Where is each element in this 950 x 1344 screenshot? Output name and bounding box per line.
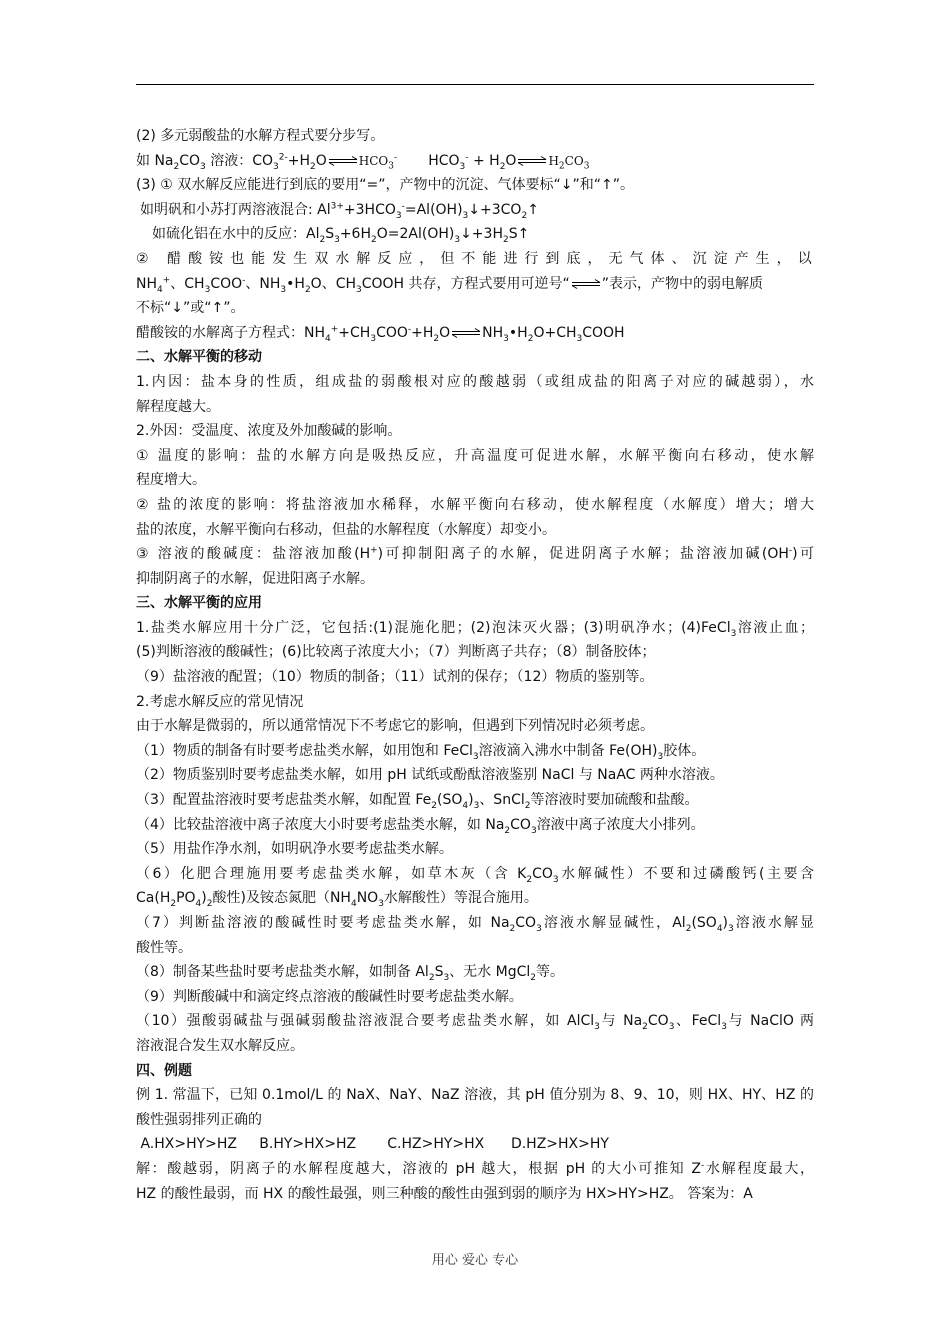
text-line: 盐的浓度，水解平衡向右移动，但盐的水解程度（水解度）却变小。 (136, 521, 556, 538)
reversible-arrow-icon (451, 328, 481, 338)
text-line: $NH_4^+$、$CH_3COO^-$、$NH_3•H_2O$、$CH_3COOH$ 共存，方程式要用可逆号“ ”表示，产物中的弱电解质 (136, 274, 764, 295)
text-span: 、SnCl (479, 792, 525, 809)
text-span: 、无水 MgCl (449, 964, 531, 981)
example-solution: HZ 的酸性最弱，而 HX 的酸性最强，则三种酸的酸性由强到弱的顺序为 HX>HY>HZ。 答案为：A (136, 1185, 753, 1202)
text-span: 、FeCl (674, 1013, 722, 1030)
text-line: 解程度越大。 (136, 398, 220, 415)
text-line: (5)判断溶液的酸碱性；(6)比较离子浓度大小；（7）判断离子共存；（8）制备胶体； (136, 644, 656, 661)
list-item: （6）化肥合理施用要考虑盐类水解，如草木灰（含 $K_2CO_3$水解碱性）不要和过磷酸钙(主要含 (136, 865, 814, 885)
text-line: （9）盐溶液的配置；（10）物质的制备；（11）试剂的保存；（12）物质的鉴别等。 (136, 669, 654, 686)
text-span: （1）物质的制备有时要考虑盐类水解，如用饱和 FeCl (136, 742, 473, 759)
text-line: 1.盐类水解应用十分广泛，它包括:(1)混施化肥；(2)泡沫灭火器；(3)明矾净水；(4)FeCl$_3$溶液止血； (136, 619, 814, 639)
text-line: ② 盐的浓度的影响：将盐溶液加水稀释，水解平衡向右移动，使水解程度（水解度）增大；增大 (136, 496, 814, 513)
list-item: 酸性等。 (136, 939, 192, 956)
text-span: 溶液中离子浓度大小排列。 (536, 816, 705, 833)
text-span: )可 (792, 546, 814, 563)
text-line: 抑制阴离子的水解，促进阳离子水解。 (136, 570, 374, 587)
reversible-arrow-icon (571, 279, 601, 289)
list-item: （7）判断盐溶液的酸碱性时要考虑盐类水解，如 $Na_2CO_3$溶液水解显碱性，$Al_2(SO_4)_3$溶液水解显 (136, 915, 814, 934)
text-span: （7）判断盐溶液的酸碱性时要考虑盐类水解，如 Na (136, 915, 510, 931)
list-item: （3）配置盐溶液时要考虑盐类水解，如配置 $Fe_2(SO_4)_3$、SnCl$_2$等溶液时要加硫酸和盐酸。 (136, 792, 699, 811)
text-span: 溶液水解显碱性，Al (541, 915, 686, 931)
text-span: 水解酸性）等混合施用。 (383, 890, 538, 907)
text-span: ③ 溶液的酸碱度：盐溶液加酸(H (136, 546, 371, 563)
header-rule (136, 84, 814, 85)
example-options: A.HX>HY>HZ B.HY>HX>HZ C.HZ>HY>HX D.HZ>HX>HY (136, 1136, 609, 1153)
text-line: 程度增大。 (136, 472, 206, 489)
text-span: （6）化肥合理施用要考虑盐类水解，如草木灰（含 K (136, 865, 527, 882)
text-span: )可抑制阳离子的水解，促进阴离子水解；盐溶液加碱(OH (377, 546, 789, 563)
equation-line-al2s3: 如硫化铝在水中的反应：$Al_2S_3+6H_2O=2Al(OH)_3↓+3H_2S↑$ (152, 226, 530, 246)
text-span: 胶体。 (663, 742, 706, 759)
example-question: 酸性强弱排列正确的 (136, 1111, 262, 1128)
text-span: 溶液滴入沸水中制备 Fe(OH) (478, 742, 658, 759)
text-line: (3) ① 双水解反应能进行到底的要用“=”，产物中的沉淀、气体要标“↓”和“↑”。 (136, 177, 634, 194)
list-item: 溶液混合发生双水解反应。 (136, 1037, 304, 1054)
text-span: Ca(H (136, 890, 171, 907)
text-span: （4）比较盐溶液中离子浓度大小时要考虑盐类水解，如 Na (136, 816, 505, 833)
text-line: 不标“↓”或“↑”。 (136, 300, 245, 317)
text-span: 水解碱性）不要和过磷酸钙(主要含 (558, 865, 814, 882)
text-line: ① 温度的影响：盐的水解方向是吸热反应，升高温度可促进水解，水解平衡向右移动，使水解 (136, 447, 814, 464)
example-solution: 解：酸越弱，阴离子的水解程度越大，溶液的 pH 越大，根据 pH 的大小可推知 Z-水解程度最大， (136, 1160, 814, 1177)
text-span: ”表示，产物中的弱电解质 (601, 275, 764, 292)
list-item: （5）用盐作净水剂，如明矾净水要考虑盐类水解。 (136, 841, 453, 858)
example-question: 例 1. 常温下，已知 0.1mol/L 的 NaX、NaY、NaZ 溶液，其 pH 值分别为 8、9、10，则 HX、HY、HZ 的 (136, 1087, 814, 1104)
text-span: 与 Na (599, 1013, 643, 1030)
list-item: （4）比较盐溶液中离子浓度大小时要考虑盐类水解，如 $Na_2CO_3$溶液中离子浓度大小排列。 (136, 816, 705, 836)
list-item: （2）物质鉴别时要考虑盐类水解，如用 pH 试纸或酚酞溶液鉴别 NaCl 与 NaAC 两种水溶液。 (136, 767, 724, 784)
section-heading: 四、例题 (136, 1062, 192, 1079)
text-span: 与 NaClO 两 (726, 1013, 814, 1030)
text-span: 等。 (536, 964, 565, 981)
text-line: ③ 溶液的酸碱度：盐溶液加酸(H+)可抑制阳离子的水解，促进阴离子水解；盐溶液加碱(OH-)可 (136, 545, 814, 563)
text-line: (2) 多元弱酸盐的水解方程式要分步写。 (136, 128, 385, 144)
text-line: 1.内因：盐本身的性质，组成盐的弱酸根对应的酸越弱（或组成盐的阳离子对应的碱越弱），水 (136, 373, 814, 390)
text-span: （8）制备某些盐时要考虑盐类水解，如制备 Al (136, 964, 429, 981)
list-item: $Ca(H_2PO_4)_2$酸性)及铵态氮肥（$NH_4NO_3$水解酸性）等混合施用。 (136, 890, 538, 910)
list-item: （1）物质的制备有时要考虑盐类水解，如用饱和 FeCl$_3$溶液滴入沸水中制备 $Fe(OH)_3$胶体。 (136, 742, 706, 762)
section-heading: 三、水解平衡的应用 (136, 595, 262, 612)
section-heading: 二、水解平衡的移动 (136, 349, 262, 366)
text-span: （3）配置盐溶液时要考虑盐类水解，如配置 Fe (136, 792, 432, 809)
document-body (136, 124, 814, 1206)
text-line: 2.外因：受温度、浓度及外加酸碱的影响。 (136, 423, 402, 440)
text-span: 等溶液时要加硫酸和盐酸。 (530, 792, 699, 809)
text-line: 由于水解是微弱的，所以通常情况下不考虑它的影响，但遇到下列情况时必须考虑。 (136, 718, 654, 735)
list-item: （10）强酸弱碱盐与强碱弱酸盐溶液混合要考虑盐类水解，如 AlCl$_3$与 $Na_2CO_3$、FeCl$_3$与 NaClO 两 (136, 1013, 814, 1033)
text-line: 2.考虑水解反应的常见情况 (136, 693, 304, 710)
text-span: 1.盐类水解应用十分广泛，它包括:(1)混施化肥；(2)泡沫灭火器；(3)明矾净水；(4)FeCl (136, 619, 731, 636)
equation-line-na2co3: 如 $Na_2CO_3$ 溶液：$CO_3^{2-}+H_2O$ $HCO_3^-$ $HCO_3^- + H_2O$ $H_2CO_3$ (136, 151, 590, 172)
equation-line-ammonium-acetate: 醋酸铵的水解离子方程式：$NH_4^++CH_3COO^-+H_2O$ $NH_3•H_2O+CH_3COOH$ (136, 324, 625, 344)
text-span: 溶液止血； (736, 619, 814, 636)
text-span: （10）强酸弱碱盐与强碱弱酸盐溶液混合要考虑盐类水解，如 AlCl (136, 1013, 595, 1030)
list-item: （9）判断酸碱中和滴定终点溶液的酸碱性时要考虑盐类水解。 (136, 988, 523, 1005)
text-line: ② 醋酸铵也能发生双水解反应，但不能进行到底，无气体、沉淀产生，以 (136, 250, 814, 267)
text-span: 酸性)及铵态氮肥（NH (212, 890, 351, 907)
list-item: （8）制备某些盐时要考虑盐类水解，如制备 $Al_2S_3$、无水 MgCl$_2$等。 (136, 964, 565, 983)
page-footer: 用心 爱心 专心 (431, 1253, 519, 1268)
text-span: 共存，方程式要用可逆号“ (408, 275, 570, 292)
reversible-arrow-icon (517, 156, 547, 166)
text-span: 溶液水解显 (733, 915, 814, 931)
text-span: 水解程度最大， (704, 1160, 814, 1177)
equation-line-alum: 如明矾和小苏打两溶液混合: $Al^{3+}+3HCO_3^-=Al(OH)_3↓+3CO_2↑$ (140, 201, 539, 221)
text-span: 解：酸越弱，阴离子的水解程度越大，溶液的 pH 越大，根据 pH 的大小可推知 Z (136, 1160, 702, 1177)
reversible-arrow-icon (328, 156, 358, 166)
